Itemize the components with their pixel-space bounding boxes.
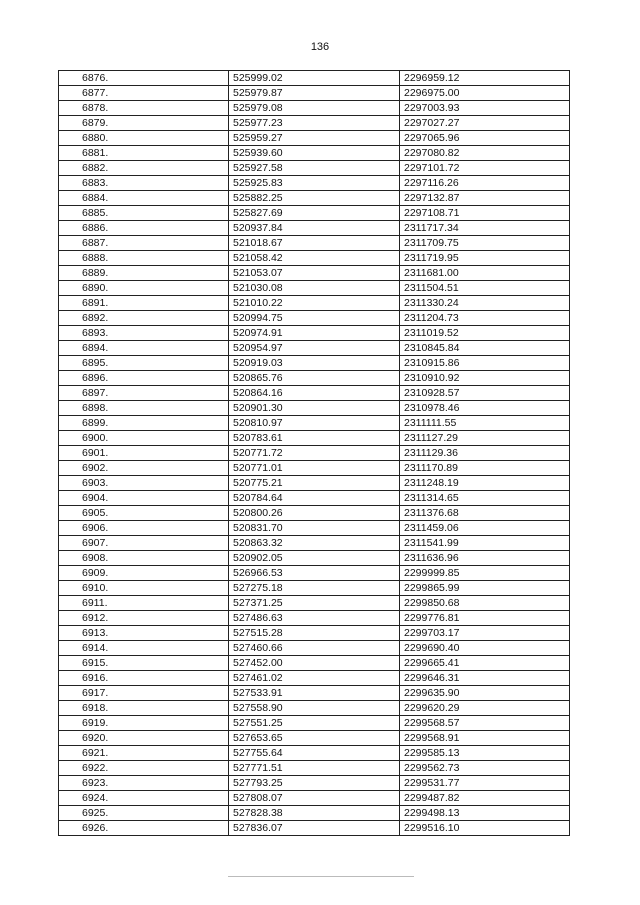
y-coordinate-cell: 2299776.81 <box>400 611 570 626</box>
table-row <box>59 626 570 641</box>
table-row <box>59 101 570 116</box>
y-coordinate-cell: 2311459.06 <box>400 521 570 536</box>
point-number-cell: 6911. <box>59 596 229 611</box>
table-row <box>59 251 570 266</box>
y-coordinate-cell: 2296959.12 <box>400 71 570 86</box>
x-coordinate-cell: 527771.51 <box>229 761 400 776</box>
point-number-cell: 6902. <box>59 461 229 476</box>
point-number-cell: 6900. <box>59 431 229 446</box>
x-coordinate-cell: 527808.07 <box>229 791 400 806</box>
y-coordinate-cell: 2297101.72 <box>400 161 570 176</box>
point-number-cell: 6885. <box>59 206 229 221</box>
table-row <box>59 86 570 101</box>
y-coordinate-cell: 2310915.86 <box>400 356 570 371</box>
y-coordinate-cell: 2299531.77 <box>400 776 570 791</box>
point-number-cell: 6894. <box>59 341 229 356</box>
table-row <box>59 716 570 731</box>
x-coordinate-cell: 520954.97 <box>229 341 400 356</box>
point-number-cell: 6878. <box>59 101 229 116</box>
y-coordinate-cell: 2299999.85 <box>400 566 570 581</box>
table-row <box>59 326 570 341</box>
x-coordinate-cell: 525882.25 <box>229 191 400 206</box>
point-number-cell: 6899. <box>59 416 229 431</box>
table-row <box>59 236 570 251</box>
x-coordinate-cell: 527836.07 <box>229 821 400 836</box>
table-row <box>59 506 570 521</box>
y-coordinate-cell: 2311504.51 <box>400 281 570 296</box>
point-number-cell: 6913. <box>59 626 229 641</box>
table-row <box>59 491 570 506</box>
y-coordinate-cell: 2299646.31 <box>400 671 570 686</box>
point-number-cell: 6877. <box>59 86 229 101</box>
y-coordinate-cell: 2297132.87 <box>400 191 570 206</box>
x-coordinate-cell: 521018.67 <box>229 236 400 251</box>
x-coordinate-cell: 527533.91 <box>229 686 400 701</box>
y-coordinate-cell: 2311541.99 <box>400 536 570 551</box>
point-number-cell: 6888. <box>59 251 229 266</box>
y-coordinate-cell: 2311636.96 <box>400 551 570 566</box>
x-coordinate-cell: 520937.84 <box>229 221 400 236</box>
x-coordinate-cell: 520902.05 <box>229 551 400 566</box>
x-coordinate-cell: 525999.02 <box>229 71 400 86</box>
point-number-cell: 6889. <box>59 266 229 281</box>
y-coordinate-cell: 2297027.27 <box>400 116 570 131</box>
y-coordinate-cell: 2299568.91 <box>400 731 570 746</box>
x-coordinate-cell: 525959.27 <box>229 131 400 146</box>
table-row <box>59 746 570 761</box>
point-number-cell: 6880. <box>59 131 229 146</box>
x-coordinate-cell: 520775.21 <box>229 476 400 491</box>
y-coordinate-cell: 2299690.40 <box>400 641 570 656</box>
table-row <box>59 341 570 356</box>
y-coordinate-cell: 2297116.26 <box>400 176 570 191</box>
y-coordinate-cell: 2299635.90 <box>400 686 570 701</box>
table-row <box>59 551 570 566</box>
x-coordinate-cell: 520919.03 <box>229 356 400 371</box>
y-coordinate-cell: 2311314.65 <box>400 491 570 506</box>
x-coordinate-cell: 527461.02 <box>229 671 400 686</box>
table-row <box>59 581 570 596</box>
x-coordinate-cell: 520831.70 <box>229 521 400 536</box>
x-coordinate-cell: 520994.75 <box>229 311 400 326</box>
table-row <box>59 476 570 491</box>
x-coordinate-cell: 520974.91 <box>229 326 400 341</box>
table-row <box>59 146 570 161</box>
x-coordinate-cell: 525927.58 <box>229 161 400 176</box>
x-coordinate-cell: 520783.61 <box>229 431 400 446</box>
coordinates-table <box>58 70 570 836</box>
table-row <box>59 281 570 296</box>
point-number-cell: 6921. <box>59 746 229 761</box>
y-coordinate-cell: 2311127.29 <box>400 431 570 446</box>
x-coordinate-cell: 520771.72 <box>229 446 400 461</box>
x-coordinate-cell: 527460.66 <box>229 641 400 656</box>
y-coordinate-cell: 2297108.71 <box>400 206 570 221</box>
point-number-cell: 6887. <box>59 236 229 251</box>
table-row <box>59 401 570 416</box>
point-number-cell: 6906. <box>59 521 229 536</box>
y-coordinate-cell: 2296975.00 <box>400 86 570 101</box>
x-coordinate-cell: 527452.00 <box>229 656 400 671</box>
point-number-cell: 6903. <box>59 476 229 491</box>
y-coordinate-cell: 2311248.19 <box>400 476 570 491</box>
table-row <box>59 611 570 626</box>
y-coordinate-cell: 2299850.68 <box>400 596 570 611</box>
x-coordinate-cell: 520810.97 <box>229 416 400 431</box>
point-number-cell: 6883. <box>59 176 229 191</box>
y-coordinate-cell: 2297065.96 <box>400 131 570 146</box>
table-row <box>59 311 570 326</box>
table-row <box>59 71 570 86</box>
x-coordinate-cell: 527755.64 <box>229 746 400 761</box>
point-number-cell: 6919. <box>59 716 229 731</box>
y-coordinate-cell: 2311376.68 <box>400 506 570 521</box>
x-coordinate-cell: 520864.16 <box>229 386 400 401</box>
table-row <box>59 161 570 176</box>
x-coordinate-cell: 527828.38 <box>229 806 400 821</box>
table-row <box>59 176 570 191</box>
point-number-cell: 6914. <box>59 641 229 656</box>
footer-divider <box>228 876 414 877</box>
x-coordinate-cell: 527486.63 <box>229 611 400 626</box>
table-row <box>59 386 570 401</box>
page-number: 136 <box>310 41 330 53</box>
point-number-cell: 6912. <box>59 611 229 626</box>
point-number-cell: 6905. <box>59 506 229 521</box>
x-coordinate-cell: 527653.65 <box>229 731 400 746</box>
table-row <box>59 761 570 776</box>
table-row <box>59 371 570 386</box>
x-coordinate-cell: 520863.32 <box>229 536 400 551</box>
y-coordinate-cell: 2311111.55 <box>400 416 570 431</box>
point-number-cell: 6893. <box>59 326 229 341</box>
point-number-cell: 6890. <box>59 281 229 296</box>
y-coordinate-cell: 2299568.57 <box>400 716 570 731</box>
table-row <box>59 671 570 686</box>
table-row <box>59 731 570 746</box>
point-number-cell: 6926. <box>59 821 229 836</box>
table-row <box>59 221 570 236</box>
y-coordinate-cell: 2311019.52 <box>400 326 570 341</box>
point-number-cell: 6898. <box>59 401 229 416</box>
y-coordinate-cell: 2310978.46 <box>400 401 570 416</box>
point-number-cell: 6918. <box>59 701 229 716</box>
point-number-cell: 6881. <box>59 146 229 161</box>
y-coordinate-cell: 2299620.29 <box>400 701 570 716</box>
point-number-cell: 6922. <box>59 761 229 776</box>
y-coordinate-cell: 2299487.82 <box>400 791 570 806</box>
point-number-cell: 6923. <box>59 776 229 791</box>
y-coordinate-cell: 2299562.73 <box>400 761 570 776</box>
x-coordinate-cell: 525827.69 <box>229 206 400 221</box>
table-row <box>59 791 570 806</box>
point-number-cell: 6920. <box>59 731 229 746</box>
x-coordinate-cell: 527793.25 <box>229 776 400 791</box>
x-coordinate-cell: 527371.25 <box>229 596 400 611</box>
point-number-cell: 6892. <box>59 311 229 326</box>
point-number-cell: 6886. <box>59 221 229 236</box>
y-coordinate-cell: 2311170.89 <box>400 461 570 476</box>
x-coordinate-cell: 521030.08 <box>229 281 400 296</box>
point-number-cell: 6882. <box>59 161 229 176</box>
table-row <box>59 296 570 311</box>
point-number-cell: 6891. <box>59 296 229 311</box>
point-number-cell: 6897. <box>59 386 229 401</box>
table-row <box>59 536 570 551</box>
y-coordinate-cell: 2311681.00 <box>400 266 570 281</box>
x-coordinate-cell: 525977.23 <box>229 116 400 131</box>
y-coordinate-cell: 2310845.84 <box>400 341 570 356</box>
table-row <box>59 521 570 536</box>
y-coordinate-cell: 2310928.57 <box>400 386 570 401</box>
point-number-cell: 6924. <box>59 791 229 806</box>
point-number-cell: 6925. <box>59 806 229 821</box>
y-coordinate-cell: 2297003.93 <box>400 101 570 116</box>
x-coordinate-cell: 520784.64 <box>229 491 400 506</box>
table-row <box>59 461 570 476</box>
x-coordinate-cell: 521058.42 <box>229 251 400 266</box>
y-coordinate-cell: 2299498.13 <box>400 806 570 821</box>
x-coordinate-cell: 525979.87 <box>229 86 400 101</box>
y-coordinate-cell: 2311719.95 <box>400 251 570 266</box>
table-row <box>59 596 570 611</box>
table-row <box>59 776 570 791</box>
table-row <box>59 206 570 221</box>
table-row <box>59 356 570 371</box>
y-coordinate-cell: 2311330.24 <box>400 296 570 311</box>
table-row <box>59 821 570 836</box>
x-coordinate-cell: 520865.76 <box>229 371 400 386</box>
point-number-cell: 6904. <box>59 491 229 506</box>
x-coordinate-cell: 525925.83 <box>229 176 400 191</box>
x-coordinate-cell: 521010.22 <box>229 296 400 311</box>
table-row <box>59 641 570 656</box>
y-coordinate-cell: 2311204.73 <box>400 311 570 326</box>
y-coordinate-cell: 2299865.99 <box>400 581 570 596</box>
table-row <box>59 131 570 146</box>
y-coordinate-cell: 2311717.34 <box>400 221 570 236</box>
y-coordinate-cell: 2299665.41 <box>400 656 570 671</box>
x-coordinate-cell: 521053.07 <box>229 266 400 281</box>
table-row <box>59 116 570 131</box>
y-coordinate-cell: 2311129.36 <box>400 446 570 461</box>
point-number-cell: 6896. <box>59 371 229 386</box>
point-number-cell: 6879. <box>59 116 229 131</box>
x-coordinate-cell: 526966.53 <box>229 566 400 581</box>
table-row <box>59 446 570 461</box>
x-coordinate-cell: 527515.28 <box>229 626 400 641</box>
table-row <box>59 656 570 671</box>
table-row <box>59 191 570 206</box>
coordinates-table-body <box>59 71 570 836</box>
x-coordinate-cell: 520771.01 <box>229 461 400 476</box>
y-coordinate-cell: 2299703.17 <box>400 626 570 641</box>
y-coordinate-cell: 2311709.75 <box>400 236 570 251</box>
x-coordinate-cell: 525939.60 <box>229 146 400 161</box>
point-number-cell: 6909. <box>59 566 229 581</box>
point-number-cell: 6884. <box>59 191 229 206</box>
point-number-cell: 6910. <box>59 581 229 596</box>
point-number-cell: 6907. <box>59 536 229 551</box>
table-row <box>59 266 570 281</box>
table-row <box>59 701 570 716</box>
y-coordinate-cell: 2297080.82 <box>400 146 570 161</box>
y-coordinate-cell: 2299585.13 <box>400 746 570 761</box>
y-coordinate-cell: 2310910.92 <box>400 371 570 386</box>
point-number-cell: 6901. <box>59 446 229 461</box>
point-number-cell: 6876. <box>59 71 229 86</box>
x-coordinate-cell: 525979.08 <box>229 101 400 116</box>
table-row <box>59 431 570 446</box>
table-row <box>59 416 570 431</box>
x-coordinate-cell: 527275.18 <box>229 581 400 596</box>
x-coordinate-cell: 527551.25 <box>229 716 400 731</box>
point-number-cell: 6895. <box>59 356 229 371</box>
x-coordinate-cell: 520800.26 <box>229 506 400 521</box>
point-number-cell: 6917. <box>59 686 229 701</box>
table-row <box>59 806 570 821</box>
point-number-cell: 6915. <box>59 656 229 671</box>
x-coordinate-cell: 527558.90 <box>229 701 400 716</box>
point-number-cell: 6916. <box>59 671 229 686</box>
y-coordinate-cell: 2299516.10 <box>400 821 570 836</box>
table-row <box>59 686 570 701</box>
table-row <box>59 566 570 581</box>
point-number-cell: 6908. <box>59 551 229 566</box>
x-coordinate-cell: 520901.30 <box>229 401 400 416</box>
